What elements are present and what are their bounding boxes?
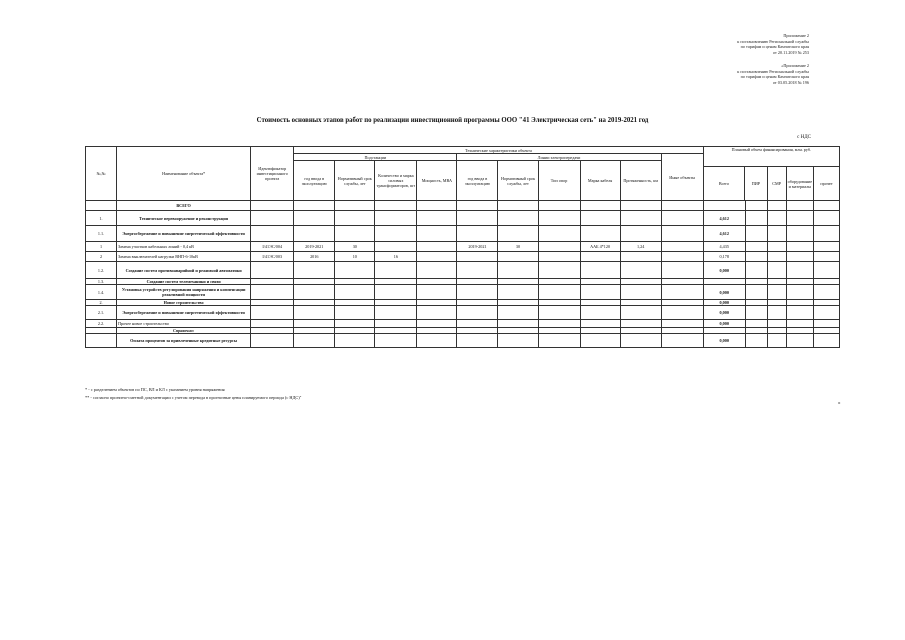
cell-finance-empty [813,242,839,252]
cell-sub-year: 2016 [294,252,335,262]
cell-id: I/41ЭС/004 [251,242,294,252]
cell-finance-empty [813,262,839,279]
cell-line-length [620,334,661,348]
header-line: к постановлению Региональной службы [737,38,809,44]
cell-sub-life [335,334,375,348]
header-line: по тарифам и ценам Камчатского края [740,74,809,80]
cell-finance-empty [813,201,839,211]
cell-line-length [620,262,661,279]
cell-sub-count [375,201,417,211]
table-row [86,320,840,328]
cell-sub-life [335,285,375,300]
cell-finance-empty [767,201,786,211]
cell-name: Справочно: [117,328,251,334]
cell-line-support [538,226,580,242]
cell-sub-power [417,226,457,242]
table-row [86,285,840,300]
cell-sub-count [375,320,417,328]
cell-finance-empty [745,242,767,252]
cell-line-year [457,211,498,226]
cell-sub-power [417,334,457,348]
cell-line-year [457,320,498,328]
table-body [86,201,840,348]
cell-line-year [457,262,498,279]
cell-line-year: 2019-2021 [457,242,498,252]
footnote: * - с разделением объектов по ПС, ВЛ и КЛ с указанием уровня напряжения [85,387,225,392]
cell-other [661,320,703,328]
cell-num: 1. [86,211,117,226]
table-row [86,211,840,226]
table-row [86,306,840,320]
cell-finance-empty [745,211,767,226]
cell-sub-count [375,306,417,320]
cell-finance-empty [786,242,813,252]
cell-sub-power [417,306,457,320]
cell-sub-power [417,320,457,328]
cell-name: Установка устройств регулирования напряжения и компенсации реактивной мощности [117,285,251,300]
cell-finance-empty [813,334,839,348]
cell-other [661,285,703,300]
col-sub-count-header: Количество и марка силовых трансформаторов, шт [375,161,417,201]
cell-finance-empty [786,252,813,262]
cell-finance-empty [767,306,786,320]
cell-sub-year [294,201,335,211]
cell-finance-empty [767,211,786,226]
col-fin-equip-header: оборудование и материалы [787,167,814,200]
cell-line-cable [580,201,620,211]
cell-sub-life [335,262,375,279]
cell-name: Замена участков кабельных линий - 0,4 кВ [117,242,251,252]
cell-finance-empty [745,306,767,320]
col-line-support-header: Тип опор [538,161,580,201]
header-line: к постановлению Региональной службы [737,68,809,74]
cell-name: Прочее новое строительство [117,320,251,328]
cell-other [661,226,703,242]
cell-sub-count [375,262,417,279]
cell-finance-empty [745,285,767,300]
col-sub-life-header: Нормативный срок службы, лет [335,161,375,201]
cell-line-cable [580,252,620,262]
col-sub-year-header: год ввода в эксплуатацию [294,161,335,201]
cell-line-support [538,252,580,262]
cell-sub-life [335,306,375,320]
cell-name: Новое строительство [117,300,251,306]
cell-finance-empty [813,285,839,300]
cell-finance-empty [813,211,839,226]
cell-finance-empty [745,320,767,328]
cell-other [661,211,703,226]
cell-name: Оплата процентов за привлеченные кредитные ресурсы [117,334,251,348]
cell-finance-empty [745,252,767,262]
cell-num: 2 [86,252,117,262]
col-lines-header: Линии электропередачи [457,154,661,161]
document-title: Стоимость основных этапов работ по реализации инвестиционной программы ООО "41 Электрическая сеть" на 2019-2021 год [256,117,649,124]
cell-line-length [620,252,661,262]
cell-total: 0,000 [703,262,745,279]
cell-finance-empty [786,226,813,242]
header-line: Приложение 2 [783,33,809,38]
header-line: от 03.05.2018 № 196 [772,79,809,85]
investment-table [85,146,840,348]
col-other-header: Иные объекты [661,154,703,201]
cell-line-cable [580,306,620,320]
col-num-header: №,№ [86,147,117,201]
cell-finance-empty [767,334,786,348]
cell-line-support [538,306,580,320]
cell-sub-life: 30 [335,242,375,252]
cell-line-life [498,320,538,328]
cell-finance-empty [745,334,767,348]
cell-line-year [457,306,498,320]
cell-total: 0,000 [703,334,745,348]
cell-total: 0,000 [703,285,745,300]
cell-line-support [538,320,580,328]
col-substations-header: Подстанции [294,154,457,161]
col-line-length-header: Протяженность, км [620,161,661,201]
cell-finance-empty [786,285,813,300]
cell-total: 4,612 [703,211,745,226]
cell-line-cable [580,211,620,226]
cell-finance-empty [745,201,767,211]
col-fin-smr-header: СМР [768,167,787,200]
table-row [86,252,840,262]
cell-num: 1.1. [86,226,117,242]
cell-finance-empty [786,201,813,211]
cell-line-length: 1,24 [620,242,661,252]
cell-sub-power [417,285,457,300]
cell-line-life [498,306,538,320]
cell-finance-empty [786,262,813,279]
cell-finance-empty [767,262,786,279]
cell-sub-life [335,211,375,226]
cell-line-year [457,226,498,242]
cell-line-year [457,334,498,348]
cell-line-life [498,285,538,300]
cell-id [251,320,294,328]
cell-id [251,334,294,348]
cell-line-support [538,334,580,348]
cell-id [251,262,294,279]
cell-line-life [498,252,538,262]
document-header-current [737,33,809,55]
cell-sub-power [417,201,457,211]
header-line: «Приложение 2 [781,63,809,68]
cell-num: 2.2. [86,320,117,328]
cell-sub-power [417,252,457,262]
cell-name: ВСЕГО [117,201,251,211]
cell-id [251,285,294,300]
cell-sub-year [294,226,335,242]
cell-total: 0,178 [703,252,745,262]
table-row [86,334,840,348]
cell-sub-year [294,306,335,320]
cell-line-length [620,226,661,242]
cell-sub-count [375,285,417,300]
cell-total: 0,000 [703,300,745,306]
cell-sub-year [294,262,335,279]
cell-line-cable [580,320,620,328]
cell-num: 2. [86,300,117,306]
cell-line-cable [580,285,620,300]
col-line-life-header: Нормативный срок службы, лет [498,161,538,201]
footnote: ** - согласно проектно-сметной документации с учетом перевода в прогнозные цены планируемого периода (с НДС)" [85,395,302,400]
cell-line-support [538,285,580,300]
col-line-cable-header: Марка кабеля [580,161,620,201]
cell-name: Замена выключателей нагрузки ВНП-6-10кВ [117,252,251,262]
cell-line-length [620,285,661,300]
cell-line-support [538,262,580,279]
cell-name: Энергосбережение и повышение энергетической эффективности [117,226,251,242]
cell-total: 0,000 [703,320,745,328]
closing-quote-mark: » [838,401,841,406]
header-line: по тарифам и ценам Камчатского края [740,44,809,50]
col-fin-other-header: прочее [820,181,833,186]
table-row [86,201,840,211]
cell-other [661,306,703,320]
col-fin-pir-header: ПИР [745,167,767,200]
cell-finance-empty [767,252,786,262]
cell-sub-count [375,211,417,226]
cell-name: Создание систем противоаварийной и режимной автоматики [117,262,251,279]
cell-line-year [457,252,498,262]
cell-sub-life: 10 [335,252,375,262]
cell-total [703,201,745,211]
col-fin-total-header: Всего [704,167,746,200]
cell-sub-count [375,226,417,242]
cell-line-life [498,262,538,279]
cell-sub-life [335,201,375,211]
table-row [86,226,840,242]
cell-line-support [538,201,580,211]
cell-finance-empty [786,334,813,348]
cell-finance-empty [813,306,839,320]
cell-finance-empty [745,262,767,279]
cell-other [661,334,703,348]
cell-finance-empty [767,242,786,252]
cell-line-length [620,211,661,226]
header-line: от 20.11.2019 № 253 [773,49,809,55]
table-row [86,262,840,279]
cell-num: 2.1. [86,306,117,320]
cell-other [661,262,703,279]
cell-line-length [620,320,661,328]
cell-num: 1.3. [86,279,117,285]
cell-line-life [498,226,538,242]
col-tech-header: Технические характеристики объекта [294,147,703,154]
cell-num [86,201,117,211]
cell-line-support [538,211,580,226]
finance-subheaders [704,166,839,200]
cell-total: 0,000 [703,306,745,320]
cell-line-cable [580,262,620,279]
cell-finance-empty [813,226,839,242]
cell-line-life [498,334,538,348]
cell-finance-empty [745,226,767,242]
cell-sub-power [417,262,457,279]
cell-finance-empty [767,226,786,242]
units-note: с НДС [797,135,811,140]
table-row [86,242,840,252]
cell-num [86,334,117,348]
cell-line-life: 30 [498,242,538,252]
cell-total: 4,435 [703,242,745,252]
cell-sub-year: 2019-2021 [294,242,335,252]
cell-sub-year [294,320,335,328]
cell-sub-count: 16 [375,252,417,262]
cell-sub-power [417,211,457,226]
cell-num: 1 [86,242,117,252]
col-name-header: Наименование объекта* [117,147,251,201]
col-line-year-header: год ввода в эксплуатацию [457,161,498,201]
cell-num: 1.2. [86,262,117,279]
cell-name: Энергосбережение и повышение энергетической эффективности [117,306,251,320]
cell-line-year [457,201,498,211]
cell-finance-empty [813,252,839,262]
cell-sub-power [417,242,457,252]
cell-id [251,201,294,211]
cell-name: Техническое перевооружение и реконструкция [117,211,251,226]
footnotes [85,386,301,402]
cell-line-length [620,306,661,320]
cell-total: 4,612 [703,226,745,242]
cell-name: Создание систем телемеханики и связи [117,279,251,285]
cell-line-life [498,211,538,226]
col-sub-power-header: Мощность, МВА [417,161,457,201]
cell-finance-empty [786,211,813,226]
cell-sub-year [294,285,335,300]
cell-line-cable: ААБ 4*120 [580,242,620,252]
cell-line-support [538,242,580,252]
cell-id: I/41ЭС/003 [251,252,294,262]
cell-line-year [457,285,498,300]
cell-sub-year [294,211,335,226]
document-header-previous [737,63,809,85]
cell-sub-count [375,334,417,348]
cell-sub-life [335,226,375,242]
finance-label: Плановый объем финансирования, млн. руб. [731,147,812,152]
cell-finance-empty [786,306,813,320]
cell-num: 1.4. [86,285,117,300]
col-id-header: Идентификатор инвестиционного проекта [251,147,294,201]
cell-finance-empty [786,320,813,328]
cell-id [251,226,294,242]
cell-line-cable [580,226,620,242]
cell-sub-life [335,320,375,328]
cell-sub-year [294,334,335,348]
cell-other [661,252,703,262]
cell-other [661,242,703,252]
cell-finance-empty [813,320,839,328]
col-finance-header [703,147,839,201]
cell-id [251,306,294,320]
cell-finance-empty [767,320,786,328]
cell-sub-count [375,242,417,252]
cell-id [251,211,294,226]
cell-line-life [498,201,538,211]
cell-line-length [620,201,661,211]
cell-other [661,201,703,211]
cell-line-cable [580,334,620,348]
cell-finance-empty [767,285,786,300]
